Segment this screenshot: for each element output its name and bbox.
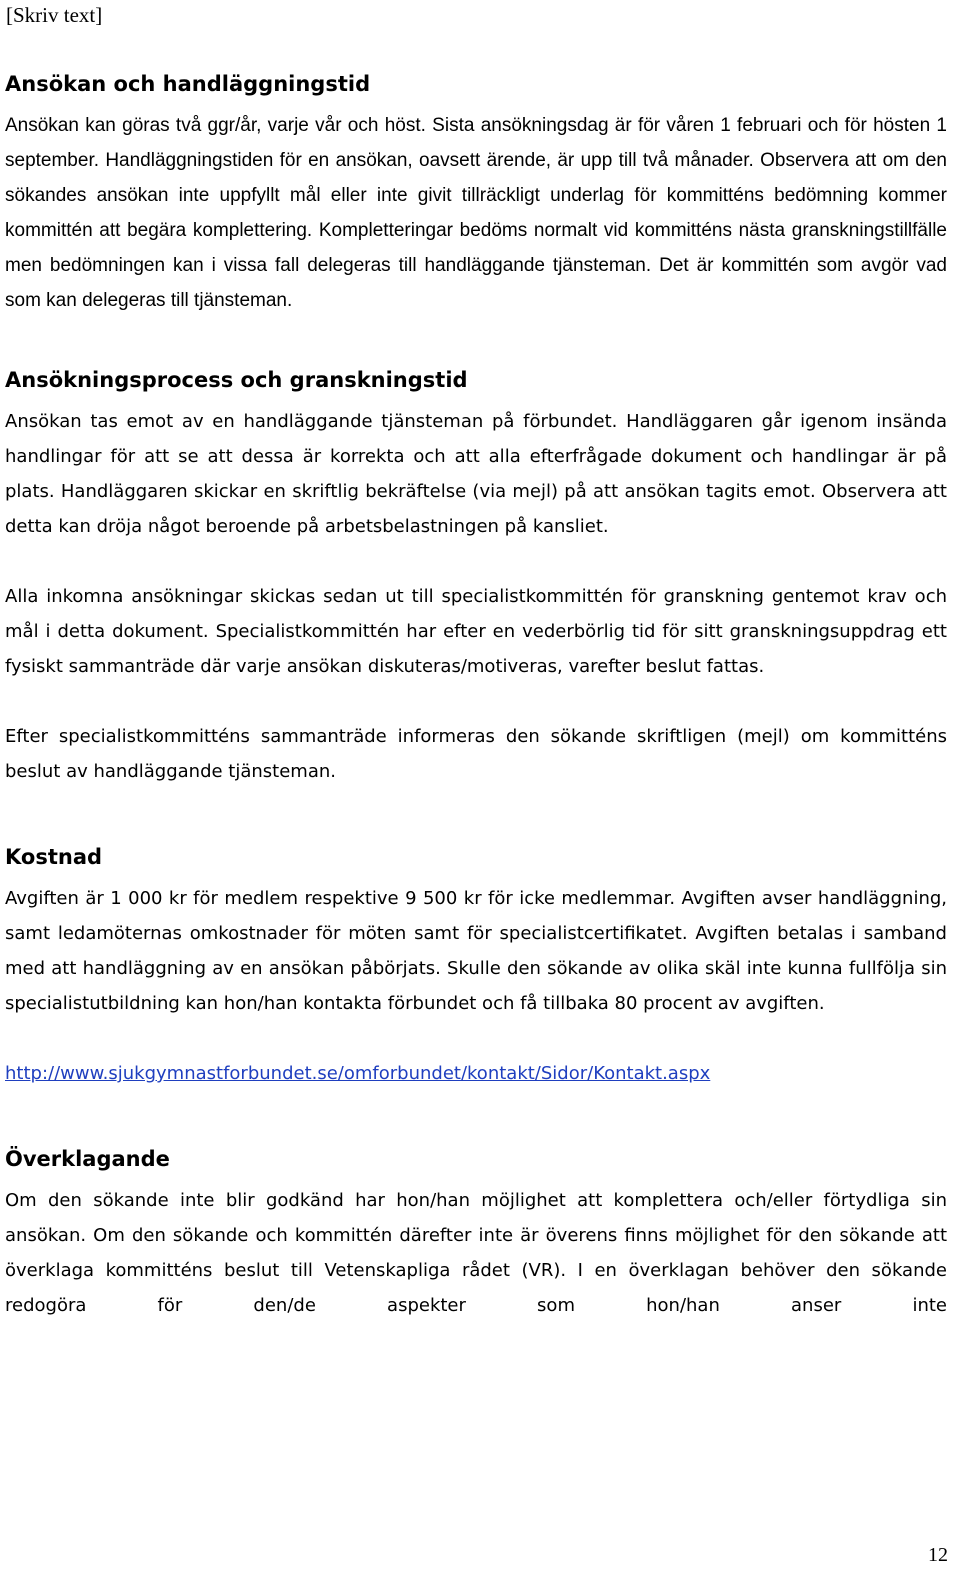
paragraph: Ansökan tas emot av en handläggande tjänsteman på förbundet. Handläggaren går igenom insända handlingar för att se att dessa är korrekta och att alla efterfrågade dokument och handlingar är på plats. Handläggaren skickar en skriftlig bekräftelse (via mejl) på att ansökan tagits emot. Observera att detta kan dröja något beroende på arbetsbelastningen på kansliet. [5,411,947,537]
section-appeal [5,1143,947,1323]
section-heading: Ansökan och handläggningstid [5,72,371,96]
section-heading: Överklagande [5,1147,170,1171]
page-header-placeholder: [Skriv text] [6,3,103,27]
section-cost [5,841,947,1091]
paragraph: Om den sökande inte blir godkänd har hon/han möjlighet att komplettera och/eller förtydliga sin ansökan. Om den sökande och kommittén därefter inte är överens finns möjlighet för den sökande att överklaga kommitténs beslut till Vetenskapliga rådet (VR). I en överklagan behöver den sökande redogöra för den/de aspekter som hon/han anser inte [5,1190,947,1316]
contact-link[interactable]: http://www.sjukgymnastforbundet.se/omforbundet/kontakt/Sidor/Kontakt.aspx [5,1063,711,1084]
page-number: 12 [928,1544,948,1566]
paragraph: Ansökan kan göras två ggr/år, varje vår och höst. Sista ansökningsdag är för våren 1 februari och för hösten 1 september. Handläggningstiden för en ansökan, oavsett ärende, är upp till två månader. Observera att om den sökandes ansökan inte uppfyllt mål eller inte givit tillräckligt underlag för kommitténs bedömning kommer kommittén att begära komplettering. Kompletteringar bedöms normalt vid kommitténs nästa granskningstillfälle men bedömningen kan i vissa fall delegeras till handläggande tjänsteman. Det är kommittén som avgör vad som kan delegeras till tjänsteman. [5,115,947,311]
paragraph: Avgiften är 1 000 kr för medlem respektive 9 500 kr för icke medlemmar. Avgiften avser handläggning, samt ledamöternas omkostnader för möten samt för specialistcertifikatet. Avgiften betalas i samband med att handläggning av en ansökan påbörjats. Skulle den sökande av olika skäl inte kunna fullfölja sin specialistutbildning kan hon/han kontakta förbundet och få tillbaka 80 procent av avgiften. [5,888,947,1014]
section-application-processing-time [5,68,947,318]
section-heading: Ansökningsprocess och granskningstid [5,368,468,392]
section-heading: Kostnad [5,845,103,869]
paragraph: Alla inkomna ansökningar skickas sedan ut till specialistkommittén för granskning gentemot krav och mål i detta dokument. Specialistkommittén har efter en vederbörlig tid för sitt granskningsuppdrag ett fysiskt sammanträde där varje ansökan diskuteras/motiveras, varefter beslut fattas. [5,586,947,677]
paragraph: Efter specialistkommitténs sammanträde informeras den sökande skriftligen (mejl) om kommitténs beslut av handläggande tjänsteman. [5,726,947,782]
document-body [5,68,947,1323]
section-application-process [5,364,947,789]
